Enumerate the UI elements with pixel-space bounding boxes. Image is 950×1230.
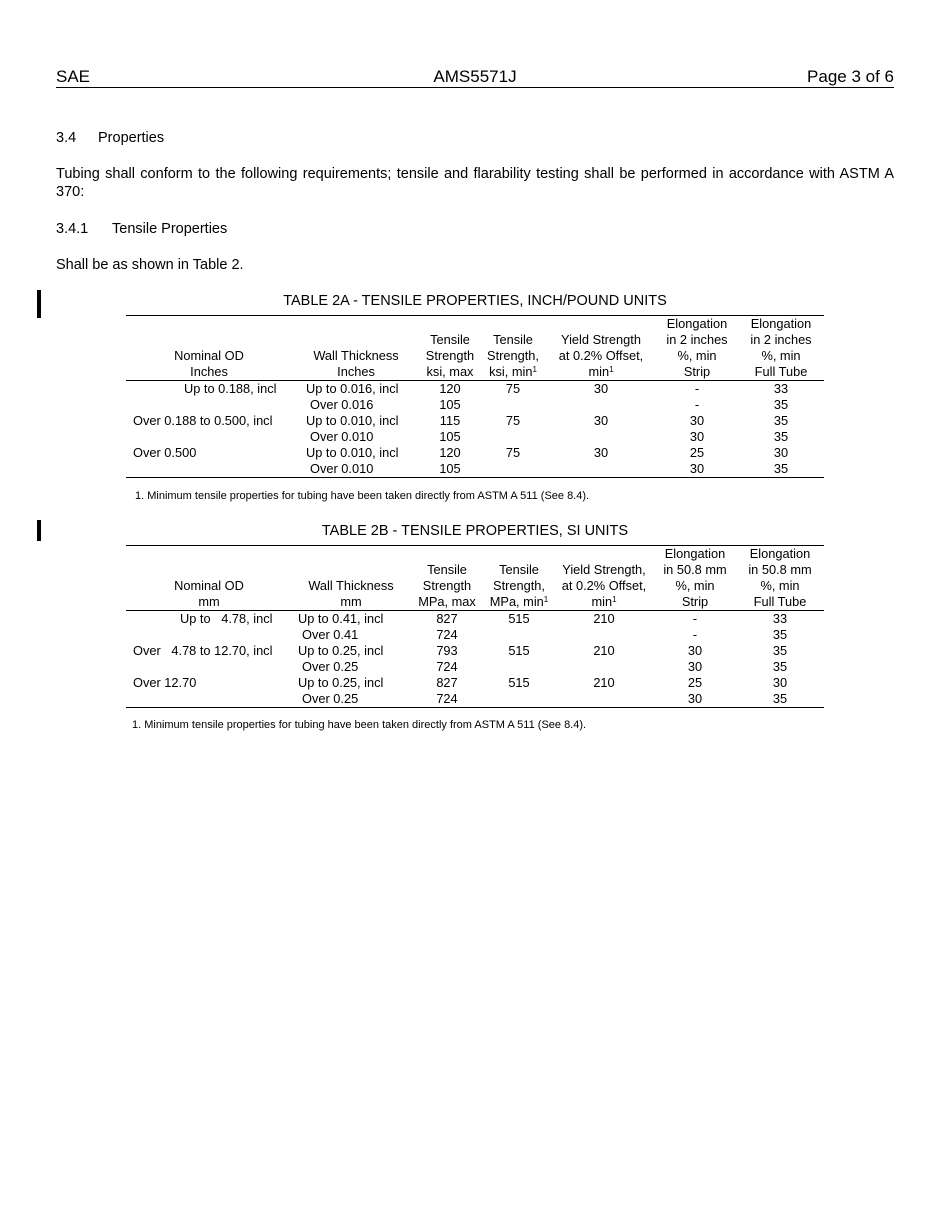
column-header-nominal-od: Nominal OD mm	[126, 546, 292, 611]
header-page-number: Page 3 of 6	[807, 67, 894, 86]
column-header-elongation-tube: Elongation in 2 inches %, min Full Tube	[738, 316, 824, 381]
section-3-4-1-heading	[56, 220, 894, 238]
header-doc-number: AMS5571J	[433, 67, 517, 86]
column-header-yield-strength: Yield Strength at 0.2% Offset, $\min^1$	[546, 316, 656, 381]
table-2b	[126, 545, 824, 708]
table-2a	[126, 315, 824, 478]
table-2a-caption: TABLE 2A - TENSILE PROPERTIES, INCH/POUND UNITS	[283, 293, 667, 309]
column-header-elongation-tube: Elongation in 50.8 mm %, min Full Tube	[736, 546, 824, 611]
section-title: Properties	[98, 130, 165, 146]
table-row: Over 0.500 Up to 0.010, incl 120 75 30 25 30	[133, 445, 789, 460]
column-header-elongation-strip: Elongation in 50.8 mm %, min Strip	[654, 546, 736, 611]
table-row: Over 4.78 to 12.70, incl Up to 0.25, incl 793 515 210 30 35	[133, 643, 788, 658]
revision-bar	[37, 520, 41, 541]
table-row: Over 0.010 105 30 35	[310, 429, 789, 444]
table-row: Over 0.016 105 - 35	[310, 397, 789, 412]
column-header-wall-thickness: Wall Thickness Inches	[292, 316, 420, 381]
revision-bar	[37, 290, 41, 318]
page-header	[56, 67, 894, 88]
column-header-nominal-od: Nominal OD Inches	[126, 316, 292, 381]
section-3-4-heading	[56, 129, 894, 147]
column-header-tensile-min: Tensile Strength, MPa, $\min^1$	[484, 546, 554, 611]
section-title: Tensile Properties	[112, 221, 228, 237]
table-row: Over 0.010 105 30 35	[126, 461, 824, 478]
table-row: Up to 4.78, incl Up to 0.41, incl 827 515 210 - 33	[180, 611, 788, 626]
table-row: Over 0.25 724 30 35	[302, 659, 788, 674]
table-2b-caption: TABLE 2B - TENSILE PROPERTIES, SI UNITS	[321, 523, 629, 539]
column-header-yield-strength: Yield Strength, at 0.2% Offset, $\min^1$	[554, 546, 654, 611]
reference-paragraph: Shall be as shown in Table 2.	[56, 257, 244, 273]
header-org: SAE	[56, 67, 91, 86]
section-number: 3.4.1	[56, 221, 89, 237]
column-header-tensile-max: Tensile Strength ksi, max	[420, 316, 480, 381]
section-number: 3.4	[56, 130, 77, 146]
column-header-tensile-min: Tensile Strength, ksi, $\min^1$	[480, 316, 546, 381]
table-row: Over 0.188 to 0.500, incl Up to 0.010, incl 115 75 30 30 35	[133, 413, 789, 428]
table-row: Up to 0.188, incl Up to 0.016, incl 120 75 30 - 33	[184, 381, 789, 396]
column-header-wall-thickness: Wall Thickness mm	[292, 546, 410, 611]
table-2a-footnote: 1. Minimum tensile properties for tubing have been taken directly from ASTM A 511 (See 8.4).	[135, 490, 590, 502]
table-row: Over 0.41 724 - 35	[302, 627, 788, 642]
intro-paragraph: Tubing shall conform to the following requirements; tensile and flarability testing shall be performed in accordance with ASTM A 370:	[56, 166, 894, 200]
table-2b-footnote: 1. Minimum tensile properties for tubing have been taken directly from ASTM A 511 (See 8.4).	[132, 719, 587, 731]
table-row: Over 12.70 Up to 0.25, incl 827 515 210 25 30	[133, 675, 788, 690]
table-row: Over 0.25 724 30 35	[126, 691, 824, 708]
column-header-elongation-strip: Elongation in 2 inches %, min Strip	[656, 316, 738, 381]
column-header-tensile-max: Tensile Strength MPa, max	[410, 546, 484, 611]
